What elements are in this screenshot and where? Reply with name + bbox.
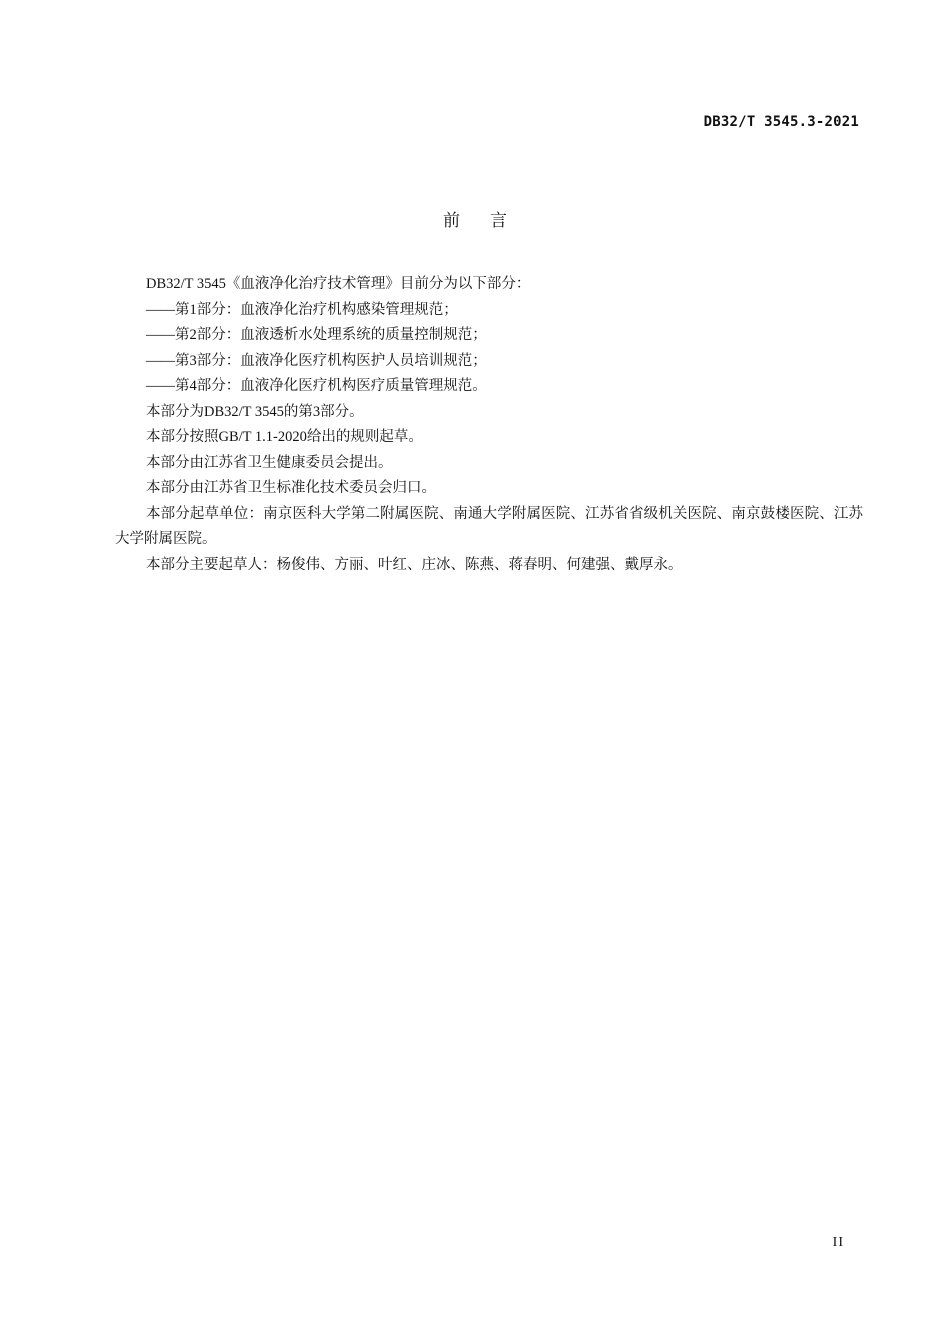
- page-title: 前言: [443, 211, 537, 231]
- page-number: II: [832, 1235, 844, 1250]
- part-list-item-3: ——第3部分：血液净化医疗机构医护人员培训规范；: [146, 352, 487, 369]
- part-list-item-4: ——第4部分：血液净化医疗机构医疗质量管理规范。: [146, 378, 487, 394]
- intro-paragraph: DB32/T 3545《血液净化治疗技术管理》目前分为以下部分：: [146, 276, 531, 292]
- drafters-statement: 本部分主要起草人：杨俊伟、方丽、叶红、庄冰、陈燕、蒋春明、何建强、戴厚永。: [146, 556, 683, 573]
- part-list-item-2: ——第2部分：血液透析水处理系统的质量控制规范；: [146, 327, 487, 343]
- centralized-management-statement: 本部分由江苏省卫生标准化技术委员会归口。: [146, 480, 436, 496]
- part-list-item-1: ——第1部分：血液净化治疗机构感染管理规范；: [146, 301, 458, 318]
- drafting-rules-statement: 本部分按照GB/T 1.1-2020给出的规则起草。: [146, 429, 423, 445]
- foreword-body: [115, 272, 863, 578]
- standard-code: DB32/T 3545.3-2021: [703, 114, 859, 130]
- proposer-statement: 本部分由江苏省卫生健康委员会提出。: [146, 454, 393, 471]
- drafting-units-statement: 本部分起草单位：南京医科大学第二附属医院、南通大学附属医院、江苏省省级机关医院、南京鼓楼医院、江苏大学附属医院。: [115, 505, 863, 547]
- part-statement: 本部分为DB32/T 3545的第3部分。: [146, 403, 364, 420]
